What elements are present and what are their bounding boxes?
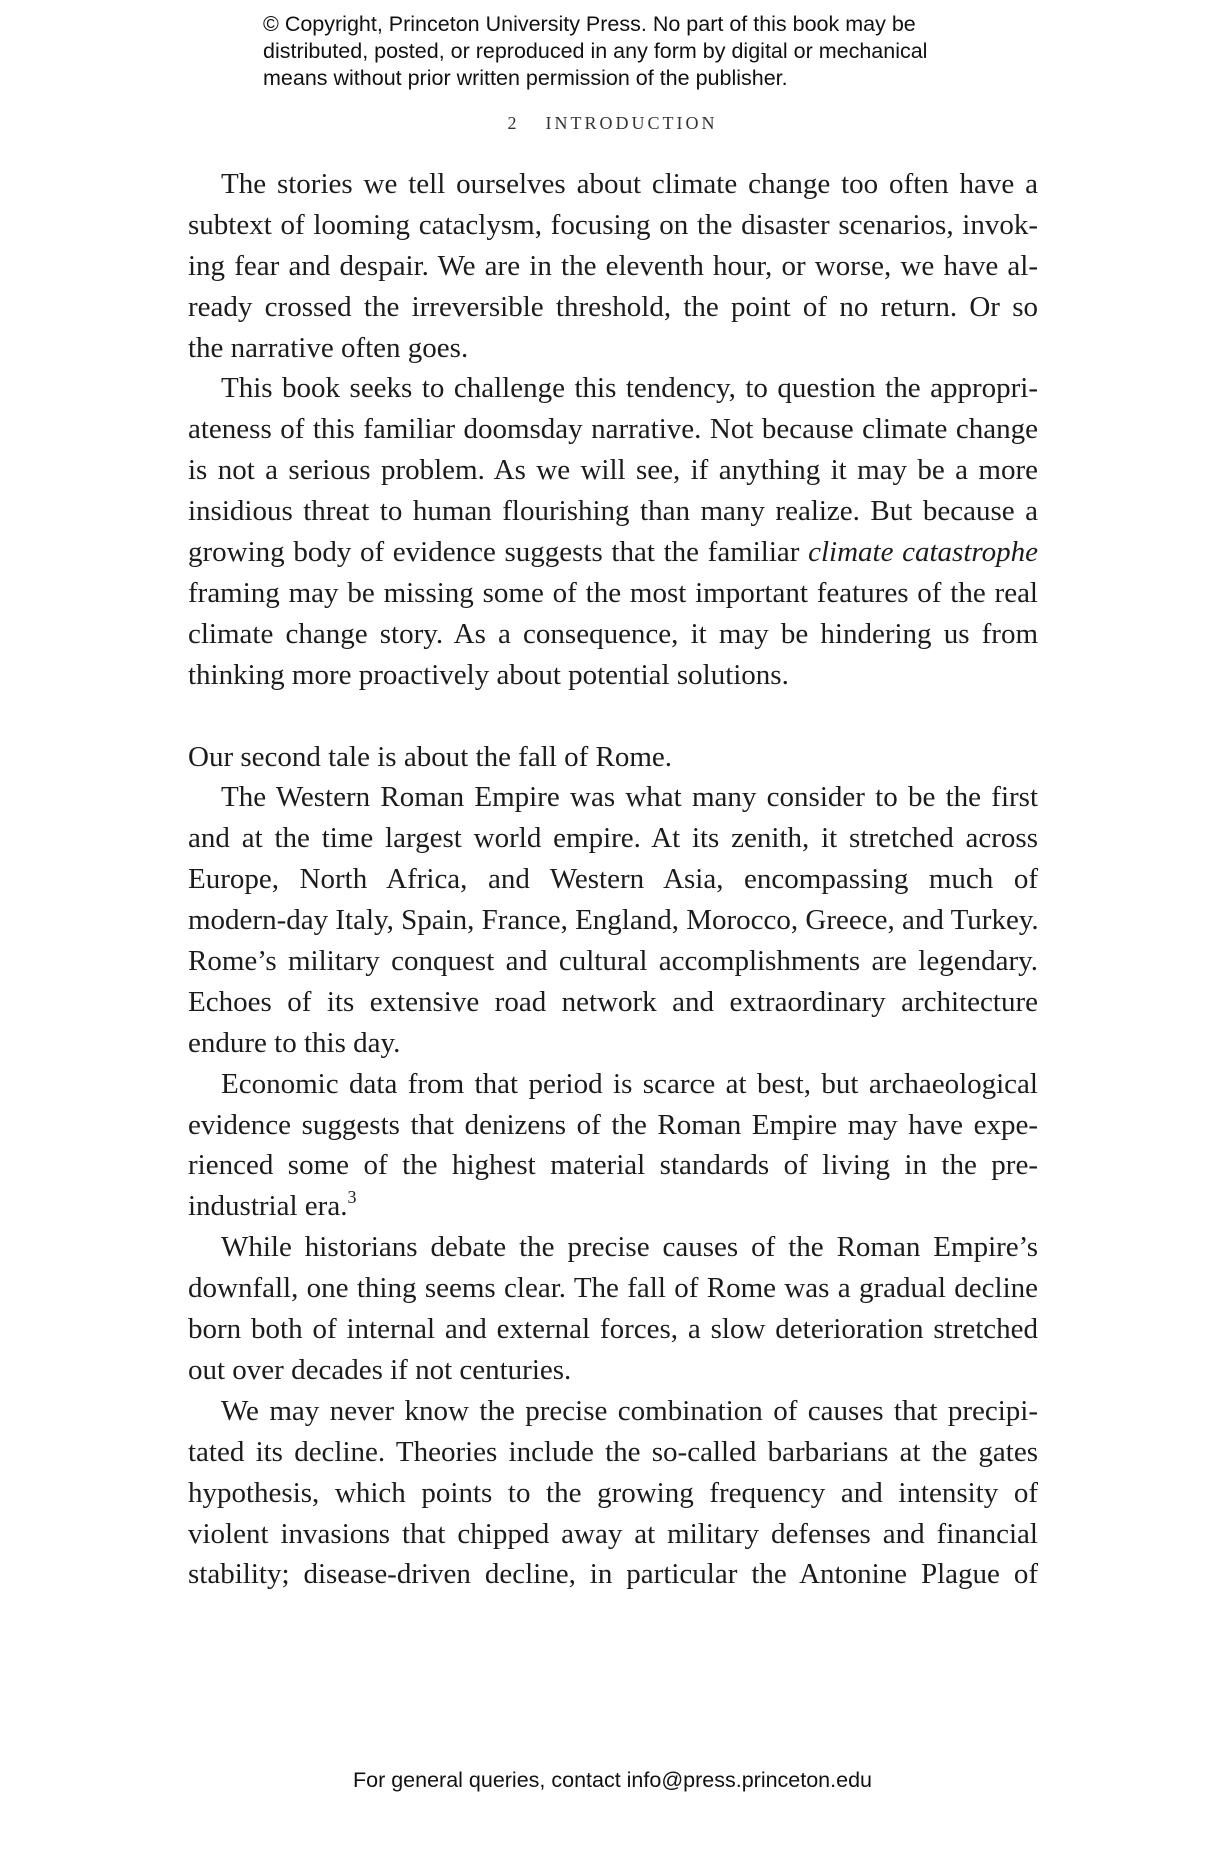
section-break (188, 696, 1038, 737)
text-line: subtext of looming cataclysm, focusing on the disaster scenarios, invok- (188, 208, 1038, 241)
text-line: The stories we tell ourselves about climate change too often have a (221, 168, 1038, 200)
text-line: stability; disease-driven decline, in particular the Antonine Plague of (188, 1558, 1038, 1591)
paragraph (188, 737, 1038, 778)
paragraph (188, 368, 1038, 695)
text-line: ateness of this familiar doomsday narrative. Not because climate change (188, 413, 1038, 446)
text-line: and at the time largest world empire. At its zenith, it stretched across (188, 822, 1038, 855)
chapter-title: INTRODUCTION (545, 113, 718, 133)
text-line: rienced some of the highest material standards of living in the pre- (188, 1149, 1038, 1182)
text-line: evidence suggests that denizens of the Roman Empire may have expe- (188, 1108, 1038, 1141)
text-line: insidious threat to human flourishing than many realize. But because a (188, 495, 1038, 528)
text-line: framing may be missing some of the most important features of the real (188, 576, 1038, 609)
body-text (188, 164, 1038, 1595)
paragraph (188, 777, 1038, 1063)
footer-contact: For general queries, contact info@press.princeton.edu (352, 1768, 872, 1792)
text-line: Economic data from that period is scarce at best, but archaeological (221, 1067, 1038, 1100)
paragraph (188, 164, 1038, 368)
text-line: While historians debate the precise causes of the Roman Empire’s (221, 1231, 1038, 1264)
paragraph (188, 1064, 1038, 1228)
copyright-line: © Copyright, Princeton University Press. No part of this book may be (263, 12, 916, 36)
paragraph (188, 1391, 1038, 1595)
text-line: Rome’s military conquest and cultural accomplishments are legendary. (188, 945, 1038, 978)
text-run: industrial era. (188, 1190, 348, 1223)
text-line: hypothesis, which points to the growing frequency and intensity of (188, 1476, 1038, 1509)
paragraph (188, 1227, 1038, 1391)
text-line: ing fear and despair. We are in the eleventh hour, or worse, we have al- (188, 249, 1038, 282)
page-number: 2 (507, 113, 520, 133)
text-line: born both of internal and external forces, a slow deterioration stretched (188, 1313, 1038, 1346)
copyright-line: means without prior written permission of the publisher. (263, 66, 788, 90)
text-line: The Western Roman Empire was what many consider to be the first (221, 781, 1038, 814)
text-line: violent invasions that chipped away at military defenses and financial (188, 1517, 1038, 1550)
text-line: Echoes of its extensive road network and extraordinary architecture (188, 985, 1038, 1018)
text-line (188, 532, 1038, 573)
copyright-notice (263, 11, 1023, 92)
text-line: Our second tale is about the fall of Rome. (188, 740, 673, 773)
running-head (0, 113, 1225, 134)
text-line: Europe, North Africa, and Western Asia, encompassing much of (188, 863, 1038, 896)
footnote-marker: 3 (347, 1187, 357, 1208)
text-line: ready crossed the irreversible threshold, the point of no return. Or so (188, 290, 1038, 323)
text-run: growing body of evidence suggests that the familiar (188, 536, 809, 569)
text-line: endure to this day. (188, 1026, 401, 1059)
italic-phrase: climate catastrophe (808, 536, 1038, 569)
text-line (188, 1186, 1038, 1227)
copyright-line: distributed, posted, or reproduced in any form by digital or mechanical (263, 39, 928, 63)
text-line: thinking more proactively about potential solutions. (188, 658, 789, 691)
text-line: downfall, one thing seems clear. The fall of Rome was a gradual decline (188, 1272, 1038, 1305)
text-line: This book seeks to challenge this tendency, to question the appropri- (221, 372, 1038, 405)
text-line: modern-day Italy, Spain, France, England, Morocco, Greece, and Turkey. (188, 904, 1039, 937)
text-line: climate change story. As a consequence, it may be hindering us from (188, 617, 1038, 650)
text-line: is not a serious problem. As we will see, if anything it may be a more (188, 454, 1038, 487)
text-line: tated its decline. Theories include the so-called barbarians at the gates (188, 1435, 1038, 1468)
text-line: We may never know the precise combination of causes that precipi- (221, 1394, 1038, 1427)
text-line: the narrative often goes. (188, 331, 469, 364)
text-line: out over decades if not centuries. (188, 1353, 572, 1386)
